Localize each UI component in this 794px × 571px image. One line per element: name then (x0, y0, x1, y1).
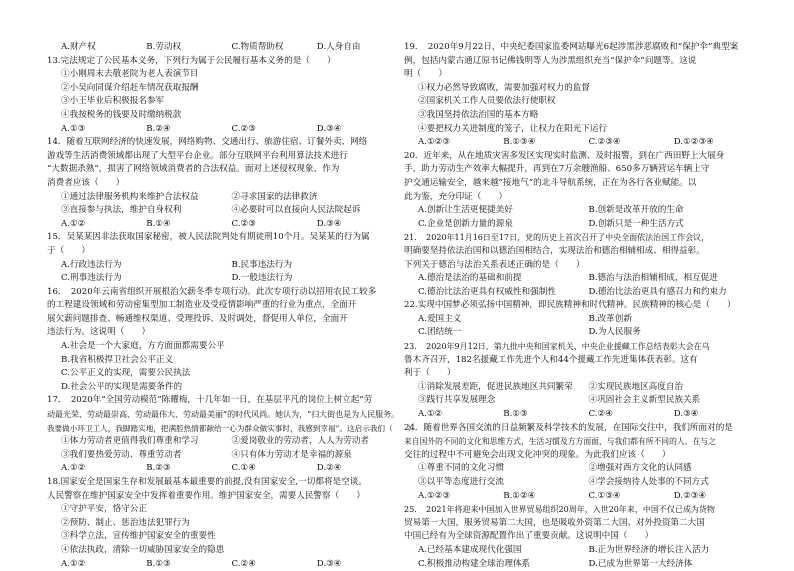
option-b: B.正为世界经济的增长注入活力 (588, 544, 710, 555)
statement: ①权力必然导致腐败，需要加强对权力的监督 (418, 82, 590, 93)
option-b: B.②④ (146, 123, 171, 134)
question-21 (404, 231, 759, 299)
option-c: C.②③ (231, 218, 256, 229)
option-b: B.①③ (146, 558, 171, 569)
option-b: B.劳动权 (146, 42, 182, 52)
question-stem: 25． 2021年将迎来中国加入世界贸易组织20周年，入世20年来，中国不仅已成为货物 (404, 505, 715, 515)
option-b: B.①③④ (503, 137, 536, 148)
question-stem: 贸易第一大国，服务贸易第二大国，也是吸收外资第二大国、对外投资第二大国 (404, 517, 705, 528)
question-stem: 违法行为。这说明（ ） (47, 327, 151, 338)
statement: ④要把权力关进制度的笼子，让权力在阳光下运行 (418, 123, 608, 134)
option-a: A.①② (61, 558, 86, 569)
option-c: C.物质帮助权 (231, 42, 284, 52)
statement: ③直接参与执法，维护自身权利 (61, 205, 182, 216)
option-d: D.②④ (316, 463, 342, 474)
option-c: C.②③ (231, 123, 256, 134)
statement: ③践行共享发展理念 (418, 395, 496, 406)
question-stem: 游戏等生活消费领域都出现了大型平台企业。部分互联网平台利用算法技术进行 (47, 150, 348, 161)
statement: ①消除发展差距，促进民族地区共同繁荣 (418, 381, 573, 392)
option-a: A.爱国主义 (418, 313, 462, 324)
question-stem: 15．吴某某因非法获取国家秘密，被人民法院判处有期徒刑10个月。吴某某的行为属 (47, 232, 370, 243)
question-stem: 明（ ） (404, 69, 447, 80)
statement: ③科学立法，宣传维护国家安全的重要性 (61, 531, 216, 542)
question-stem: 19． 2020年9月22日，中央纪委国家监委网站曝光6起涉黑涉恶腐败和“保护伞”典型案 (404, 42, 739, 52)
statement: ③我国坚持依法治国的基本方略 (418, 109, 539, 120)
option-b: B.①③ (503, 409, 528, 420)
question-stem: 13.完法规定了公民基本义务，下列行为属于公民履行基本义务的是（ ） (47, 55, 336, 66)
statement: ④我按税务的钱要及时缴纳税款 (61, 109, 182, 120)
question-stem: 交往的过程中不可避免会出现文化冲突的现象。为此我们应该（ ） (404, 449, 671, 460)
question-stem: 利于（ ） (404, 368, 456, 379)
question-stem: “大数据杀熟”，损害了网络领域消费者的合法权益。面对上述侵权现象，作为 (47, 164, 340, 175)
option-b: B.①②④ (503, 490, 536, 501)
option-a: A.创新让生活更便捷美好 (418, 205, 513, 216)
option-a: A.已经基本建成现代化强国 (418, 544, 522, 555)
question-stem: 16． 2020年云南省组织开展根治欠薪冬季专项行动。此次专项行动以招用农民工较多 (47, 286, 377, 297)
statement: ③我们要热爱劳动、尊重劳动者 (61, 449, 182, 460)
question-stem: 动最光荣、劳动最崇高、劳动最伟大、劳动最美丽”的时代风尚。她认为，“扫大街也是为人民服务。 (47, 410, 400, 420)
option-c: C.①④ (231, 463, 256, 474)
option-b: B.①④ (146, 218, 171, 229)
option-d: D.德治比法治更具有感召力和约束力 (588, 286, 727, 297)
option-c: C.②④ (231, 558, 256, 569)
question-stem: 明确要坚持依法治国和以德治国相结合，实现法治和德治相辅相成、相得益彰。 (404, 245, 705, 256)
option-a: A.财产权 (61, 42, 96, 52)
statement: ③小王毕业后积极报名参军 (61, 96, 165, 107)
option-b: B.创新是改革开放的生命 (588, 205, 684, 216)
option-d: D.①②③④ (673, 137, 714, 148)
option-a: A.社会是一个大家庭，方方面面都需要公平 (61, 341, 225, 352)
option-c: C.①③④ (588, 490, 621, 501)
question-stem: 中国已经有为全球资源配置作出了重要贡献。这说明中国（ ） (404, 531, 654, 542)
question-stem: 展欠薪问题排查、畅通维权渠道、受理投诉、及时调处，督促用人单位，全面开 (47, 313, 348, 324)
question-stem: 例，包括内蒙古通辽原书记佛钱明等人为涉黑组织充当“保护伞”问题等。这说 (404, 55, 697, 66)
question-stem: 20．近年来，从在地质灾害多发区实现实时监测、及时报警，到在广西田野上大展身 (404, 150, 725, 161)
question-stem: 17． 2020年“全国劳动模范”陈耀梅，十几年如一日，在基层平凡的岗位上树立起“劳 (47, 395, 373, 406)
statement: ①小刚周末去敬老院为老人表演节目 (61, 69, 199, 80)
question-18 (47, 476, 402, 571)
question-25 (404, 503, 759, 571)
statement: ④只有体力劳动才是幸福的源泉 (231, 449, 352, 460)
statement: ④巩固社会主义新型民族关系 (588, 395, 701, 406)
question-stem: 于（ ） (47, 245, 90, 256)
option-a: A.行政违法行为 (61, 259, 122, 270)
option-c: C.企业是创新力量的源泉 (418, 218, 513, 229)
statement: ②寻求国家的法律救济 (231, 191, 318, 202)
option-a: A.①② (418, 409, 443, 420)
statement: ①体力劳动者更值得我们尊重和学习 (61, 436, 199, 447)
option-a: A.①② (61, 218, 86, 229)
statement: ①通过法律服务机构来维护合法权益 (61, 191, 199, 202)
option-b: B.我省积极捍卫社会公平正义 (61, 354, 174, 365)
option-d: D.③④ (673, 409, 699, 420)
option-c: C.团结统一 (418, 327, 462, 338)
option-c: C.德治比法治更具有权威性和强制性 (418, 286, 556, 297)
option-d: D.一般违法行为 (231, 273, 293, 284)
statement: ④学会接纳待人处事的不同方式 (588, 477, 709, 487)
statement: ②实现民族地区高度自治 (588, 381, 684, 392)
question-23 (404, 340, 759, 422)
question-stem: 消费者应该（ ） (47, 177, 125, 188)
option-d: D.人身自由 (316, 42, 361, 52)
statement: ②国家机关工作人员要依法行使职权 (418, 96, 556, 107)
question-22 (404, 299, 759, 340)
statement: ②预防、制止、惩治违法犯罪行为 (61, 517, 190, 528)
right-column (404, 41, 759, 571)
option-d: D.③④ (316, 218, 342, 229)
question-stem: 18.国家安全是国家生存和发展最基本最重要的前提,没有国家安全,一切都将是空谈。 (47, 477, 367, 487)
question-stem: 鲁木齐召开，182名援藏工作先进个人和44个援藏工作先进集体获表彰。这有 (404, 354, 698, 365)
question-13 (47, 55, 402, 137)
left-column (47, 41, 416, 571)
option-c: C.②④ (588, 409, 613, 420)
option-b: B.德治与法治相辅相成，相互促进 (588, 273, 718, 284)
statement: ②爱岗敬业的劳动者，人人为劳动者 (231, 436, 370, 447)
option-a: A.①③ (61, 123, 86, 134)
option-d: D.社会公平的实现是需要条件的 (61, 381, 183, 392)
option-a: A.德治是法治的基础和前提 (418, 273, 522, 284)
option-b: B.②③ (146, 463, 171, 474)
option-c: C.刑事违法行为 (61, 273, 122, 284)
option-c: C.②③④ (588, 137, 621, 148)
question-stem: 22.实现中国梦必须弘扬中国精神，即民族精神和时代精神。民族精神的核心是（ ） (404, 300, 736, 311)
question-stem: 人民警察在维护国家安全中发挥着重要作用。维护国家安全，需要人民警察（ ） (47, 490, 365, 501)
question-stem: 手，助力劳动生产效率大幅提升，再到在7万余艘渔船、650多万辆营运车辆上守 (404, 164, 710, 175)
option-d: D.已成为世界第一大经济体 (588, 558, 693, 569)
option-d: D.创新只是一种生活方式 (588, 218, 684, 229)
option-d: D.为人民服务 (588, 327, 641, 338)
question-stem: 此为鉴，充分印证（ ） (404, 191, 508, 202)
statement: ②增强对西方文化的认同感 (588, 463, 692, 474)
question-stem: 的工程建设领域和劳动密集型加工制造业及受疫情影响严重的行业为重点，全面开 (47, 300, 357, 311)
question-stem: 我要做小环卫工人，我脚踏实地，把满腔热情都献给一心为群众做实事时，我感到幸福”。这启示我们（ ） (47, 423, 416, 433)
option-a: A.①②③ (418, 137, 451, 148)
option-b: B.改革创新 (588, 313, 632, 324)
question-19 (404, 41, 759, 150)
question-12-options (47, 41, 402, 55)
question-stem: 来自国外的不同的文化和思维方式，生活习惯及方方面面，与我们都有所不同的人。在与之 (404, 437, 716, 447)
question-stem: 下列关于德治与法治关系表述正确的是（ ） (404, 259, 585, 270)
option-b: B.民事违法行为 (231, 259, 293, 270)
question-24 (404, 422, 759, 504)
statement: ①尊重不同的文化习惯 (418, 463, 504, 474)
statement: ④必要时可以直接向人民法院起诉 (231, 205, 361, 216)
question-20 (404, 150, 759, 232)
option-d: D.③④ (316, 558, 342, 569)
statement: ③以平等态度进行交流 (418, 477, 504, 487)
question-15 (47, 231, 402, 285)
option-d: D.②③④ (673, 490, 707, 501)
option-c: C.公平正义的实现，需要公民执法 (61, 368, 191, 379)
question-stem: 23． 2020年9月12日，第九批中央和国家机关、中央企业援藏工作总结表彰大会在乌 (404, 342, 710, 352)
option-d: D.③④ (316, 123, 342, 134)
option-a: A.①②③ (418, 490, 451, 501)
statement: ①守护平安，恪守公正 (61, 504, 147, 515)
question-stem: 护交通运输安全，越来越“接地气”的北斗导航系统，正在为各行各业赋能。以 (404, 177, 697, 188)
statement: ④依法执政，清除一切威胁国家安全的隐患 (61, 544, 225, 555)
option-c: C.积极推动构建全球治理体系 (418, 558, 531, 569)
question-stem: 14．随着互联网经济的快速发展，网络购物、交通出行、旅游住宿、订餐外卖、网络 (47, 137, 368, 148)
question-16 (47, 286, 402, 395)
question-17 (47, 394, 416, 476)
option-a: A.①② (61, 463, 86, 474)
question-stem: 21． 2020年11月16日至17日，党的历史上首次召开了中央全面依法治国工作会议， (404, 233, 710, 243)
question-14 (47, 136, 402, 231)
question-stem: 24．随着世界各国交流的日益频繁及科学技术的发展，在国际交往中，我们所面对的是 (404, 422, 733, 433)
statement: ②小吴向同谋介绍赶车情况获取报酬 (61, 82, 199, 93)
